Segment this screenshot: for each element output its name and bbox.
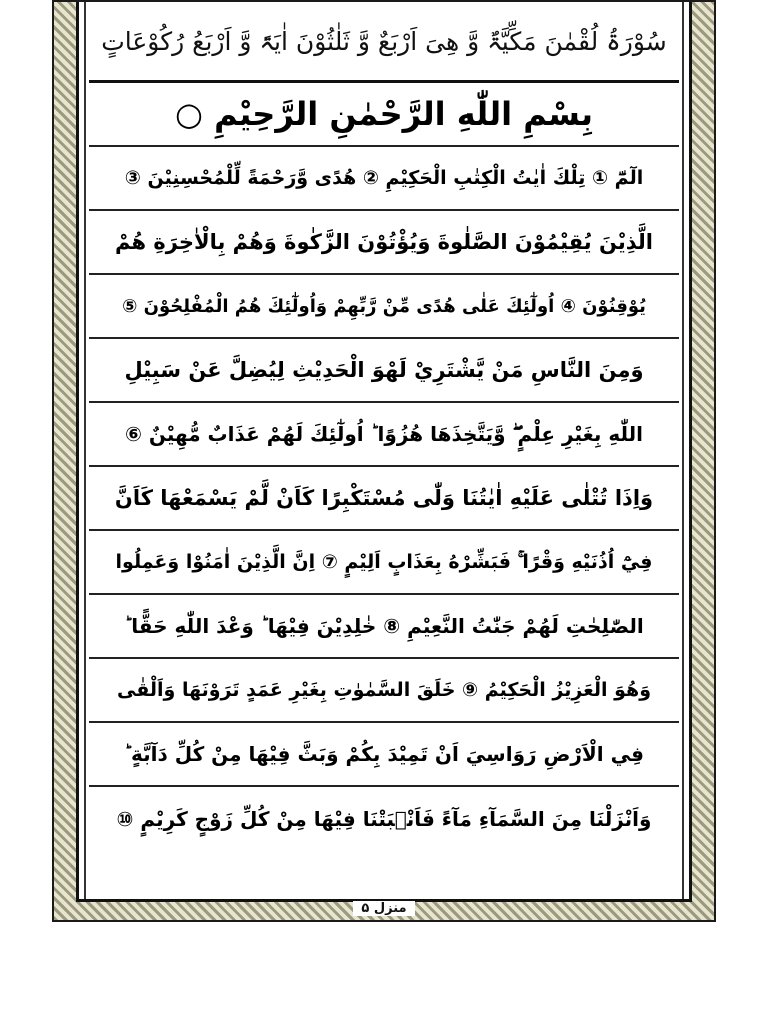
line-text: وَمِنَ النَّاسِ مَنْ يَّشْتَرِيْ لَهْوَ الْحَدِيْثِ لِيُضِلَّ عَنْ سَبِيْلِ: [124, 358, 644, 382]
text-frame: [76, 2, 692, 916]
line-text: يُوْقِنُوْنَ ④ اُولٰٓئِكَ عَلٰى هُدًى مِّنْ رَّبِّهِمْ وَاُولٰٓئِكَ هُمُ الْمُفْلِحُوْنَ ⑤: [122, 295, 646, 317]
manzil-label: منزل ۵: [353, 901, 414, 916]
verse-lines: [89, 83, 679, 899]
surah-header: [89, 2, 679, 83]
line-text: الٓمّٓ ① تِلْكَ اٰيٰتُ الْكِتٰبِ الْحَكِيْمِ ② هُدًى وَّرَحْمَةً لِّلْمُحْسِنِيْنَ ③: [124, 167, 644, 189]
line-text: الَّذِيْنَ يُقِيْمُوْنَ الصَّلٰوةَ وَيُؤْتُوْنَ الزَّكٰوةَ وَهُمْ بِالْاٰخِرَةِ هُمْ: [115, 230, 653, 254]
verse-line-11: [89, 723, 679, 787]
line-text: الصّٰلِحٰتِ لَهُمْ جَنّٰتُ النَّعِيْمِ ⑧ خٰلِدِيْنَ فِيْهَا ؕ وَعْدَ اللّٰهِ حَقًّا ؕ: [124, 614, 644, 638]
surah-title: سُوْرَۃُ لُقْمٰنَ مَکِّیَّۃٌ وَّ هِیَ اَرْبَعٌ وَّ ثَلٰثُوْنَ اٰیَۃً وَّ اَرْبَعُ رُکُوْعَاتٍ: [101, 26, 667, 56]
verse-line-7: [89, 467, 679, 531]
line-text: اللّٰهِ بِغَيْرِ عِلْمٍ ۖ وَّيَتَّخِذَهَا هُزُوًا ؕ اُولٰٓئِكَ لَهُمْ عَذَابٌ مُّهِيْنٌ ⑥: [124, 422, 644, 446]
verse-line-3: [89, 211, 679, 275]
line-text: وَاِذَا تُتْلٰى عَلَيْهِ اٰيٰتُنَا وَلّٰى مُسْتَكْبِرًا كَاَنْ لَّمْ يَسْمَعْهَا كَاَنَّ: [114, 486, 654, 510]
quran-page: [52, 0, 716, 922]
verse-line-4: [89, 275, 679, 339]
line-text: بِسْمِ اللّٰهِ الرَّحْمٰنِ الرَّحِيْمِ ○: [175, 95, 593, 133]
verse-line-8: [89, 531, 679, 595]
line-text: فِيْٓ اُذُنَيْهِ وَقْرًا ۚ فَبَشِّرْهُ بِعَذَابٍ اَلِيْمٍ ⑦ اِنَّ الَّذِيْنَ اٰمَنُوْا وَعَمِلُوا: [115, 551, 653, 573]
line-text: فِي الْاَرْضِ رَوَاسِيَ اَنْ تَمِيْدَ بِكُمْ وَبَثَّ فِيْهَا مِنْ كُلِّ دَآبَّةٍ ؕ: [124, 742, 644, 766]
page-footer: [79, 899, 689, 917]
verse-line-6: [89, 403, 679, 467]
verse-line-1: [89, 83, 679, 147]
verse-line-5: [89, 339, 679, 403]
verse-line-9: [89, 595, 679, 659]
verse-line-12: [89, 787, 679, 851]
line-text: وَهُوَ الْعَزِيْزُ الْحَكِيْمُ ⑨ خَلَقَ السَّمٰوٰتِ بِغَيْرِ عَمَدٍ تَرَوْنَهَا وَاَلْقٰى: [116, 679, 652, 701]
verse-line-2: [89, 147, 679, 211]
verse-line-10: [89, 659, 679, 723]
line-text: وَاَنْزَلْنَا مِنَ السَّمَآءِ مَآءً فَاَنْۢبَتْنَا فِيْهَا مِنْ كُلِّ زَوْجٍ كَرِيْمٍ ⑩: [116, 807, 652, 831]
